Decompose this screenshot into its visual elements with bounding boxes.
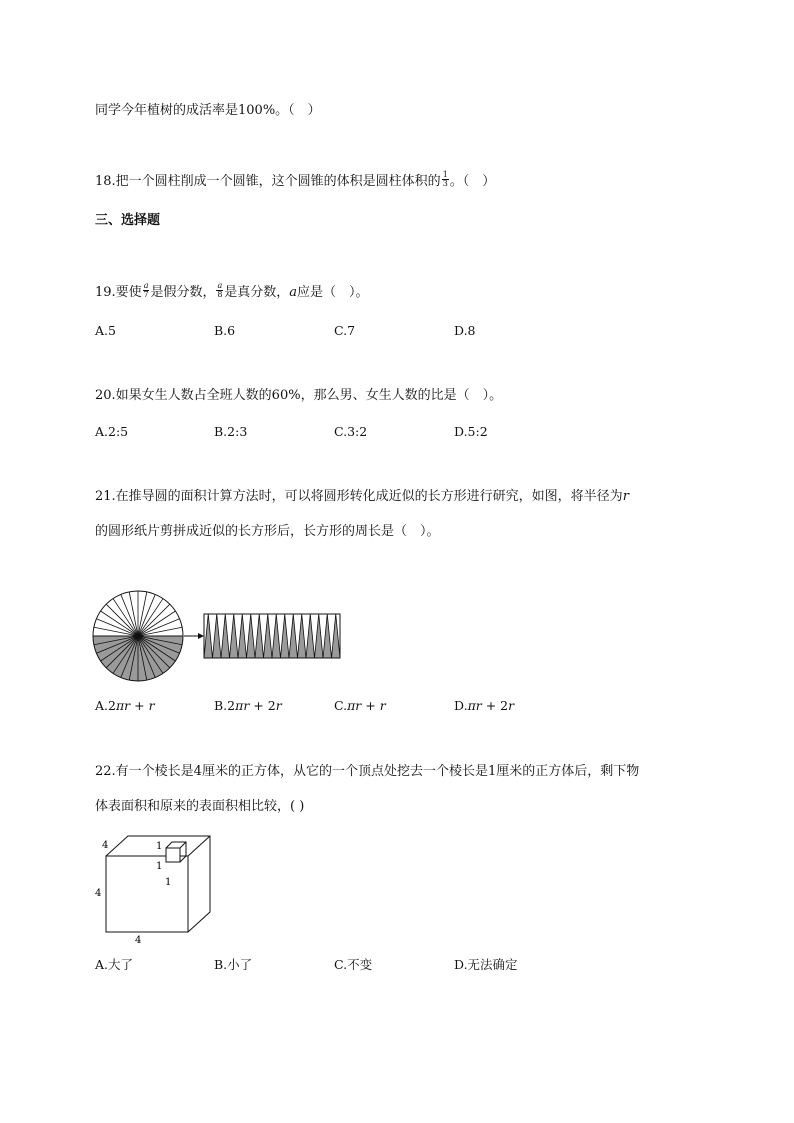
q21-option-d[interactable]: D.πr + 2r [454,698,515,713]
q22-option-b[interactable]: B.小了 [214,957,253,972]
q19-option-b[interactable]: B.6 [214,323,236,338]
q20-option-b[interactable]: B.2:3 [214,424,248,439]
q21-line2: 的圆形纸片剪拼成近似的长方形后，长方形的周长是（ ）。 [95,524,440,539]
q18-question [95,170,496,191]
label-small-1b: 1 [156,861,163,872]
q19-fraction-2: $\frac{a}{8}$ [217,281,223,299]
label-bottom-4: 4 [135,935,142,946]
label-small-1c: 1 [165,877,172,888]
q22-option-c[interactable]: C.不变 [334,957,373,972]
transform-arrow [184,633,204,639]
q22-option-a[interactable]: A.大了 [95,957,134,972]
q21-line1: 21.在推导圆的面积计算方法时，可以将圆形转化成近似的长方形进行研究，如图，将半径为r [95,489,629,504]
q22-cube-figure [92,828,222,948]
q22-option-d[interactable]: D.无法确定 [454,957,518,972]
q18-fraction: $\frac{1}{3}$ [442,170,448,188]
sectored-circle [93,591,183,681]
q21-figure [92,586,342,686]
label-left-4: 4 [95,888,102,899]
label-top-4: 4 [102,840,109,851]
cube-front-face [106,856,188,932]
q19-option-c[interactable]: C.7 [334,323,356,338]
q20-option-a[interactable]: A.2:5 [95,424,129,439]
q21-option-c[interactable]: C.πr + r [334,698,386,713]
q19-var: a [289,285,298,300]
q19-question [95,281,369,302]
q20-option-c[interactable]: C.3:2 [334,424,368,439]
q18-prefix: 18.把一个圆柱削成一个圆锥，这个圆锥的体积是圆柱体积的 [95,174,441,189]
q19-part3: 是真分数， [224,285,290,300]
q17-tail-text: 同学今年植树的成活率是100%。（ ） [95,103,321,118]
q19-option-a[interactable]: A.5 [95,323,116,338]
q20-option-d[interactable]: D.5:2 [454,424,488,439]
q21-option-a[interactable]: A.2πr + r [95,698,155,713]
q19-part4: 应是（ ）。 [297,285,369,300]
q19-part1: 19.要使 [95,285,142,300]
q19-option-d[interactable]: D.8 [454,323,476,338]
q22-line2: 体表面积和原来的表面积相比较，( ) [95,799,305,814]
q19-part2: 是假分数， [150,285,216,300]
q21-option-b[interactable]: B.2πr + 2r [214,698,282,713]
q18-suffix: 。（ ） [449,174,496,189]
label-small-1a: 1 [156,841,163,852]
approx-rectangle [204,614,340,658]
section-title: 三、选择题 [95,213,161,228]
q22-line1: 22.有一个棱长是4厘米的正方体，从它的一个顶点处挖去一个棱长是1厘米的正方体后，剩下物 [95,764,640,779]
q19-fraction-1: $\frac{a}{7}$ [143,281,149,299]
q20-question: 20.如果女生人数占全班人数的60%，那么男、女生人数的比是（ ）。 [95,388,503,403]
